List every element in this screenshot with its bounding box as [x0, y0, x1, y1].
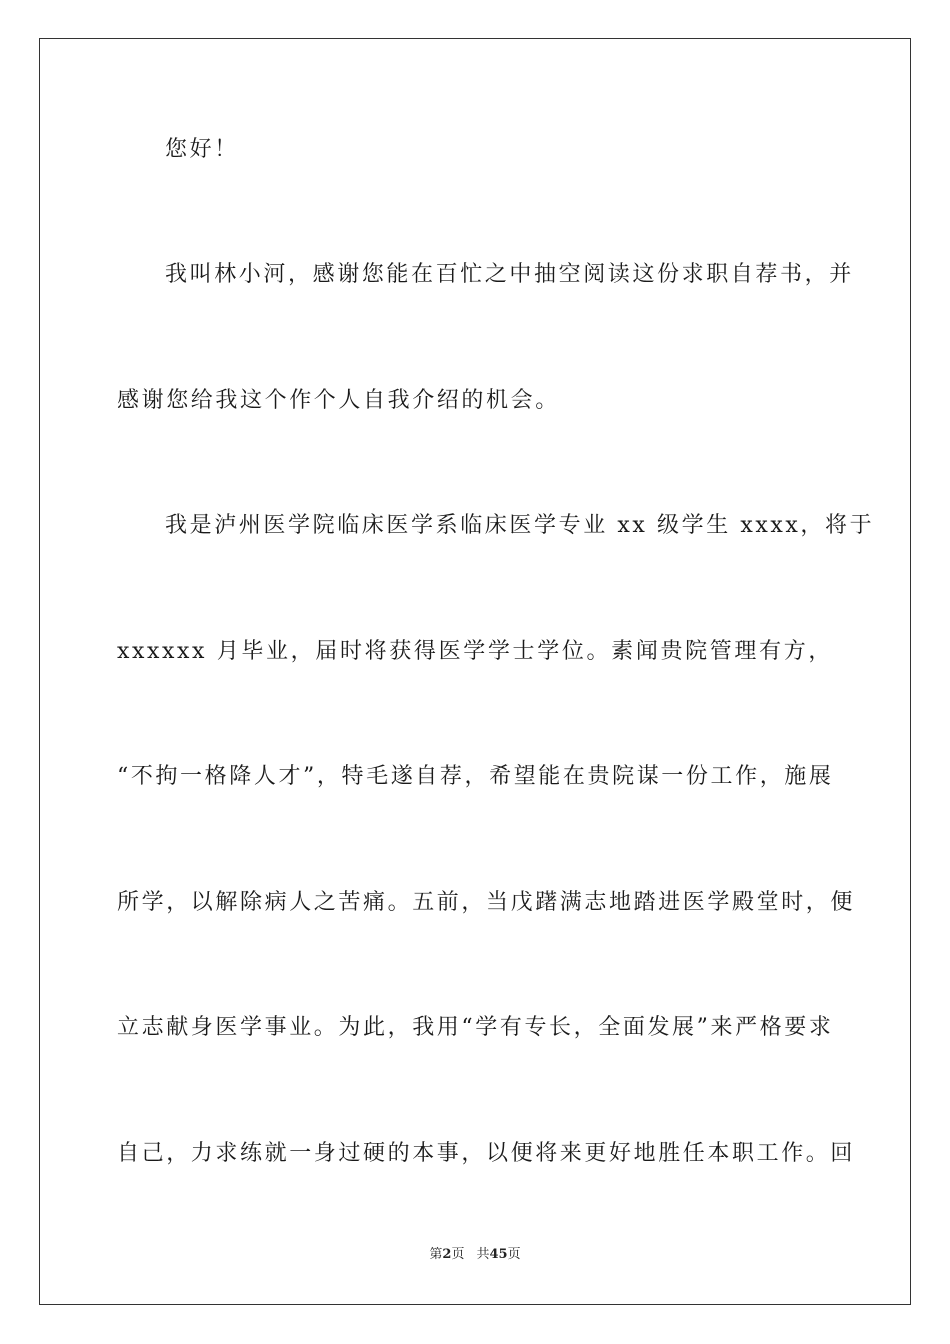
- total-pages: 45: [489, 1247, 508, 1262]
- page-number: 2: [442, 1247, 452, 1262]
- total-suffix: 页: [507, 1247, 521, 1262]
- paragraph-line: 自己，力求练就一身过硬的本事，以便将来更好地胜任本职工作。回: [117, 1141, 856, 1166]
- paragraph-line: “不拘一格降人才”，特毛遂自荐，希望能在贵院谋一份工作，施展: [117, 764, 834, 789]
- greeting-line: 您好！: [165, 137, 239, 162]
- paragraph-line: 我是泸州医学院临床医学系临床医学专业 xx 级学生 xxxx，将于: [165, 513, 875, 538]
- page-prefix: 第: [429, 1247, 443, 1262]
- page-footer: [0, 1246, 950, 1264]
- paragraph-line: xxxxxx 月毕业，届时将获得医学学士学位。素闻贵院管理有方，: [117, 639, 833, 664]
- paragraph-line: 所学，以解除病人之苦痛。五前，当戊躇满志地踏进医学殿堂时，便: [117, 890, 856, 915]
- page-frame: [39, 38, 911, 1305]
- paragraph-line: 立志献身医学事业。为此，我用“学有专长，全面发展”来严格要求: [117, 1015, 834, 1040]
- paragraph-line: 我叫林小河，感谢您能在百忙之中抽空阅读这份求职自荐书，并: [165, 262, 854, 287]
- paragraph-line: 感谢您给我这个作个人自我介绍的机会。: [117, 388, 560, 413]
- page-suffix: 页: [451, 1247, 465, 1262]
- total-prefix: 共: [476, 1247, 490, 1262]
